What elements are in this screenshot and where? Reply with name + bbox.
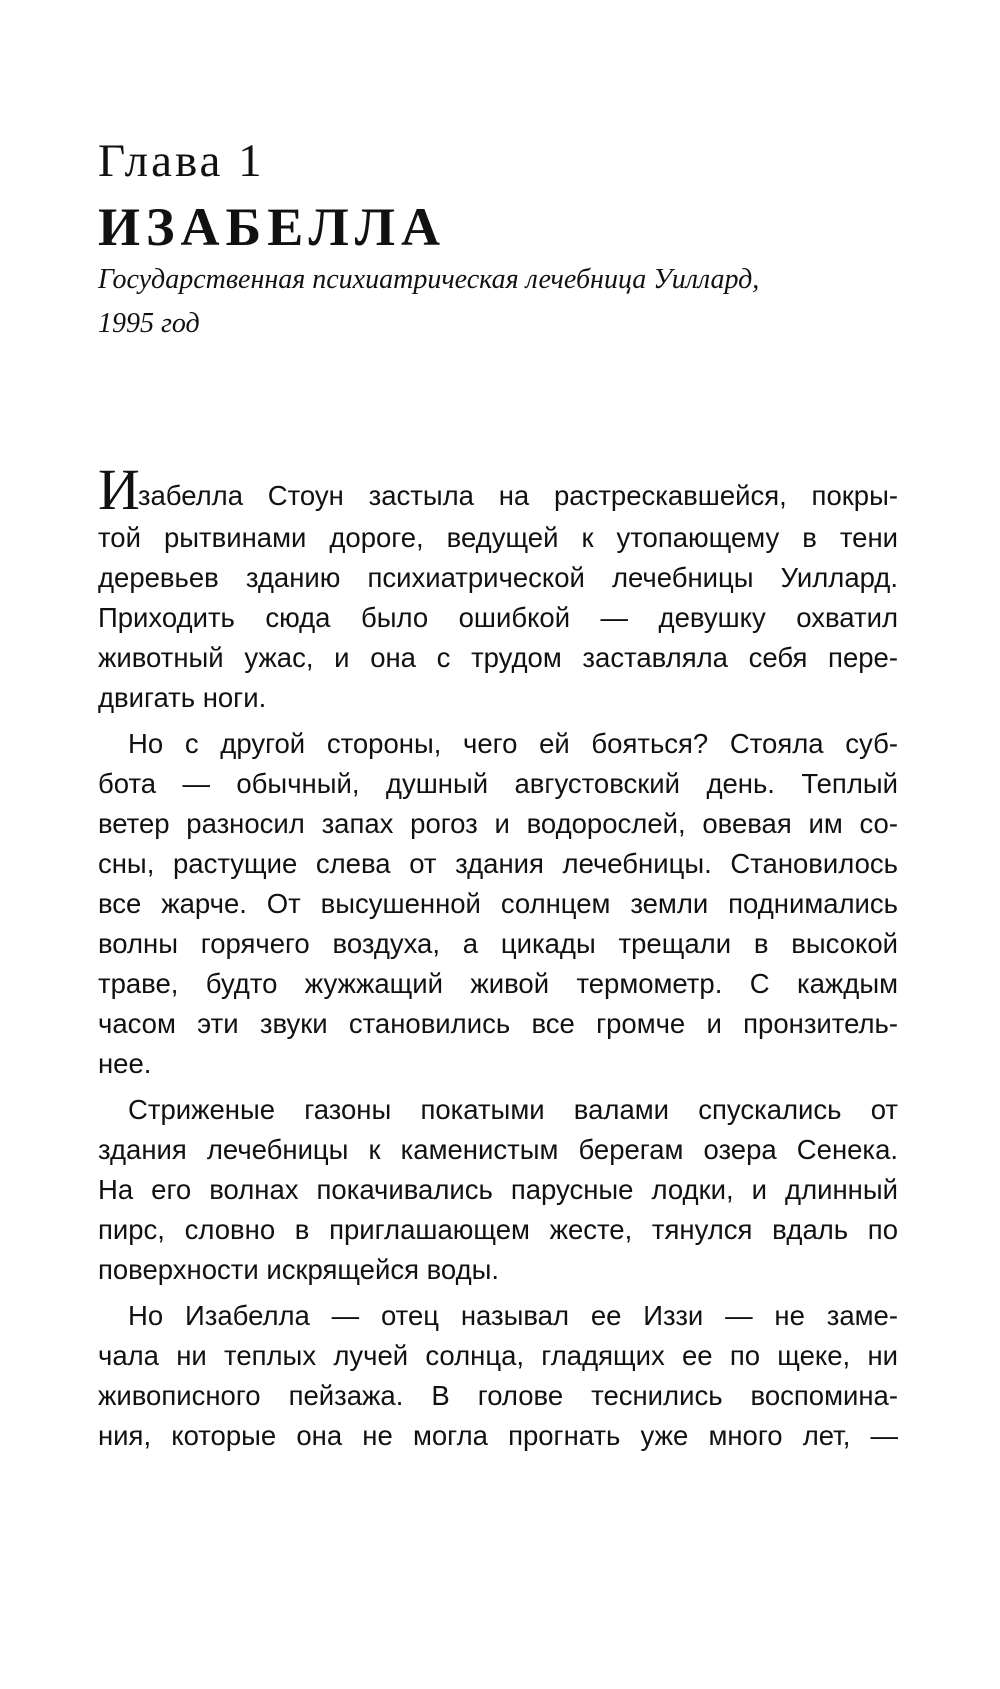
text-line: волны горячего воздуха, а цикады трещали в высокой: [98, 928, 898, 959]
text-line: ния, которые она не могла прогнать уже много лет, —: [98, 1420, 898, 1451]
text-line: Стриженые газоны покатыми валами спускались от: [128, 1094, 898, 1125]
text-line-content: забелла Стоун застыла на растрескавшейся, покры-: [137, 480, 898, 511]
text-line: нее.: [98, 1048, 152, 1079]
text-line: пирс, словно в приглашающем жесте, тянулся вдаль по: [98, 1214, 898, 1245]
text-line: поверхности искрящейся воды.: [98, 1254, 500, 1285]
text-line: чала ни теплых лучей солнца, гладящих ее по щеке, ни: [98, 1340, 898, 1371]
text-line: [98, 457, 898, 522]
drop-cap: И: [98, 457, 140, 522]
text-line: деревьев зданию психиатрической лечебницы Уиллард.: [98, 562, 898, 593]
chapter-subtitle-line: Государственная психиатрическая лечебница Уиллард,: [98, 264, 760, 295]
chapter-subtitle: [98, 258, 898, 346]
text-line: Но Изабелла — отец называл ее Иззи — не заме-: [128, 1300, 898, 1331]
chapter-subtitle-line: 1995 год: [98, 308, 200, 339]
text-line: Но с другой стороны, чего ей бояться? Стояла суб-: [128, 728, 898, 759]
paragraph: [98, 1296, 898, 1456]
text-line: двигать ноги.: [98, 682, 267, 713]
paragraph: [98, 1090, 898, 1290]
text-line: здания лечебницы к каменистым берегам озера Сенека.: [98, 1134, 898, 1165]
chapter-number: Глава 1: [98, 135, 265, 187]
paragraph: [98, 457, 898, 718]
text-line: траве, будто жужжащий живой термометр. С каждым: [98, 968, 898, 999]
text-line: той рытвинами дороге, ведущей к утопающему в тени: [98, 522, 898, 553]
text-line: все жарче. От высушенной солнцем земли поднимались: [98, 888, 898, 919]
paragraph: [98, 724, 898, 1084]
chapter-title: ИЗАБЕЛЛА: [98, 197, 446, 257]
book-page: [98, 0, 898, 1689]
text-line: На его волнах покачивались парусные лодки, и длинный: [98, 1174, 898, 1205]
text-line: Приходить сюда было ошибкой — девушку охватил: [98, 602, 898, 633]
text-line: ветер разносил запах рогоз и водорослей, овевая им со-: [98, 808, 898, 839]
text-line: животный ужас, и она с трудом заставляла себя пере-: [98, 642, 898, 673]
text-line: сны, растущие слева от здания лечебницы. Становилось: [98, 848, 898, 879]
text-line: часом эти звуки становились все громче и пронзитель-: [98, 1008, 898, 1039]
text-line: бота — обычный, душный августовский день. Теплый: [98, 768, 898, 799]
text-line: живописного пейзажа. В голове теснились воспомина-: [98, 1380, 898, 1411]
body-text: [98, 457, 898, 1456]
